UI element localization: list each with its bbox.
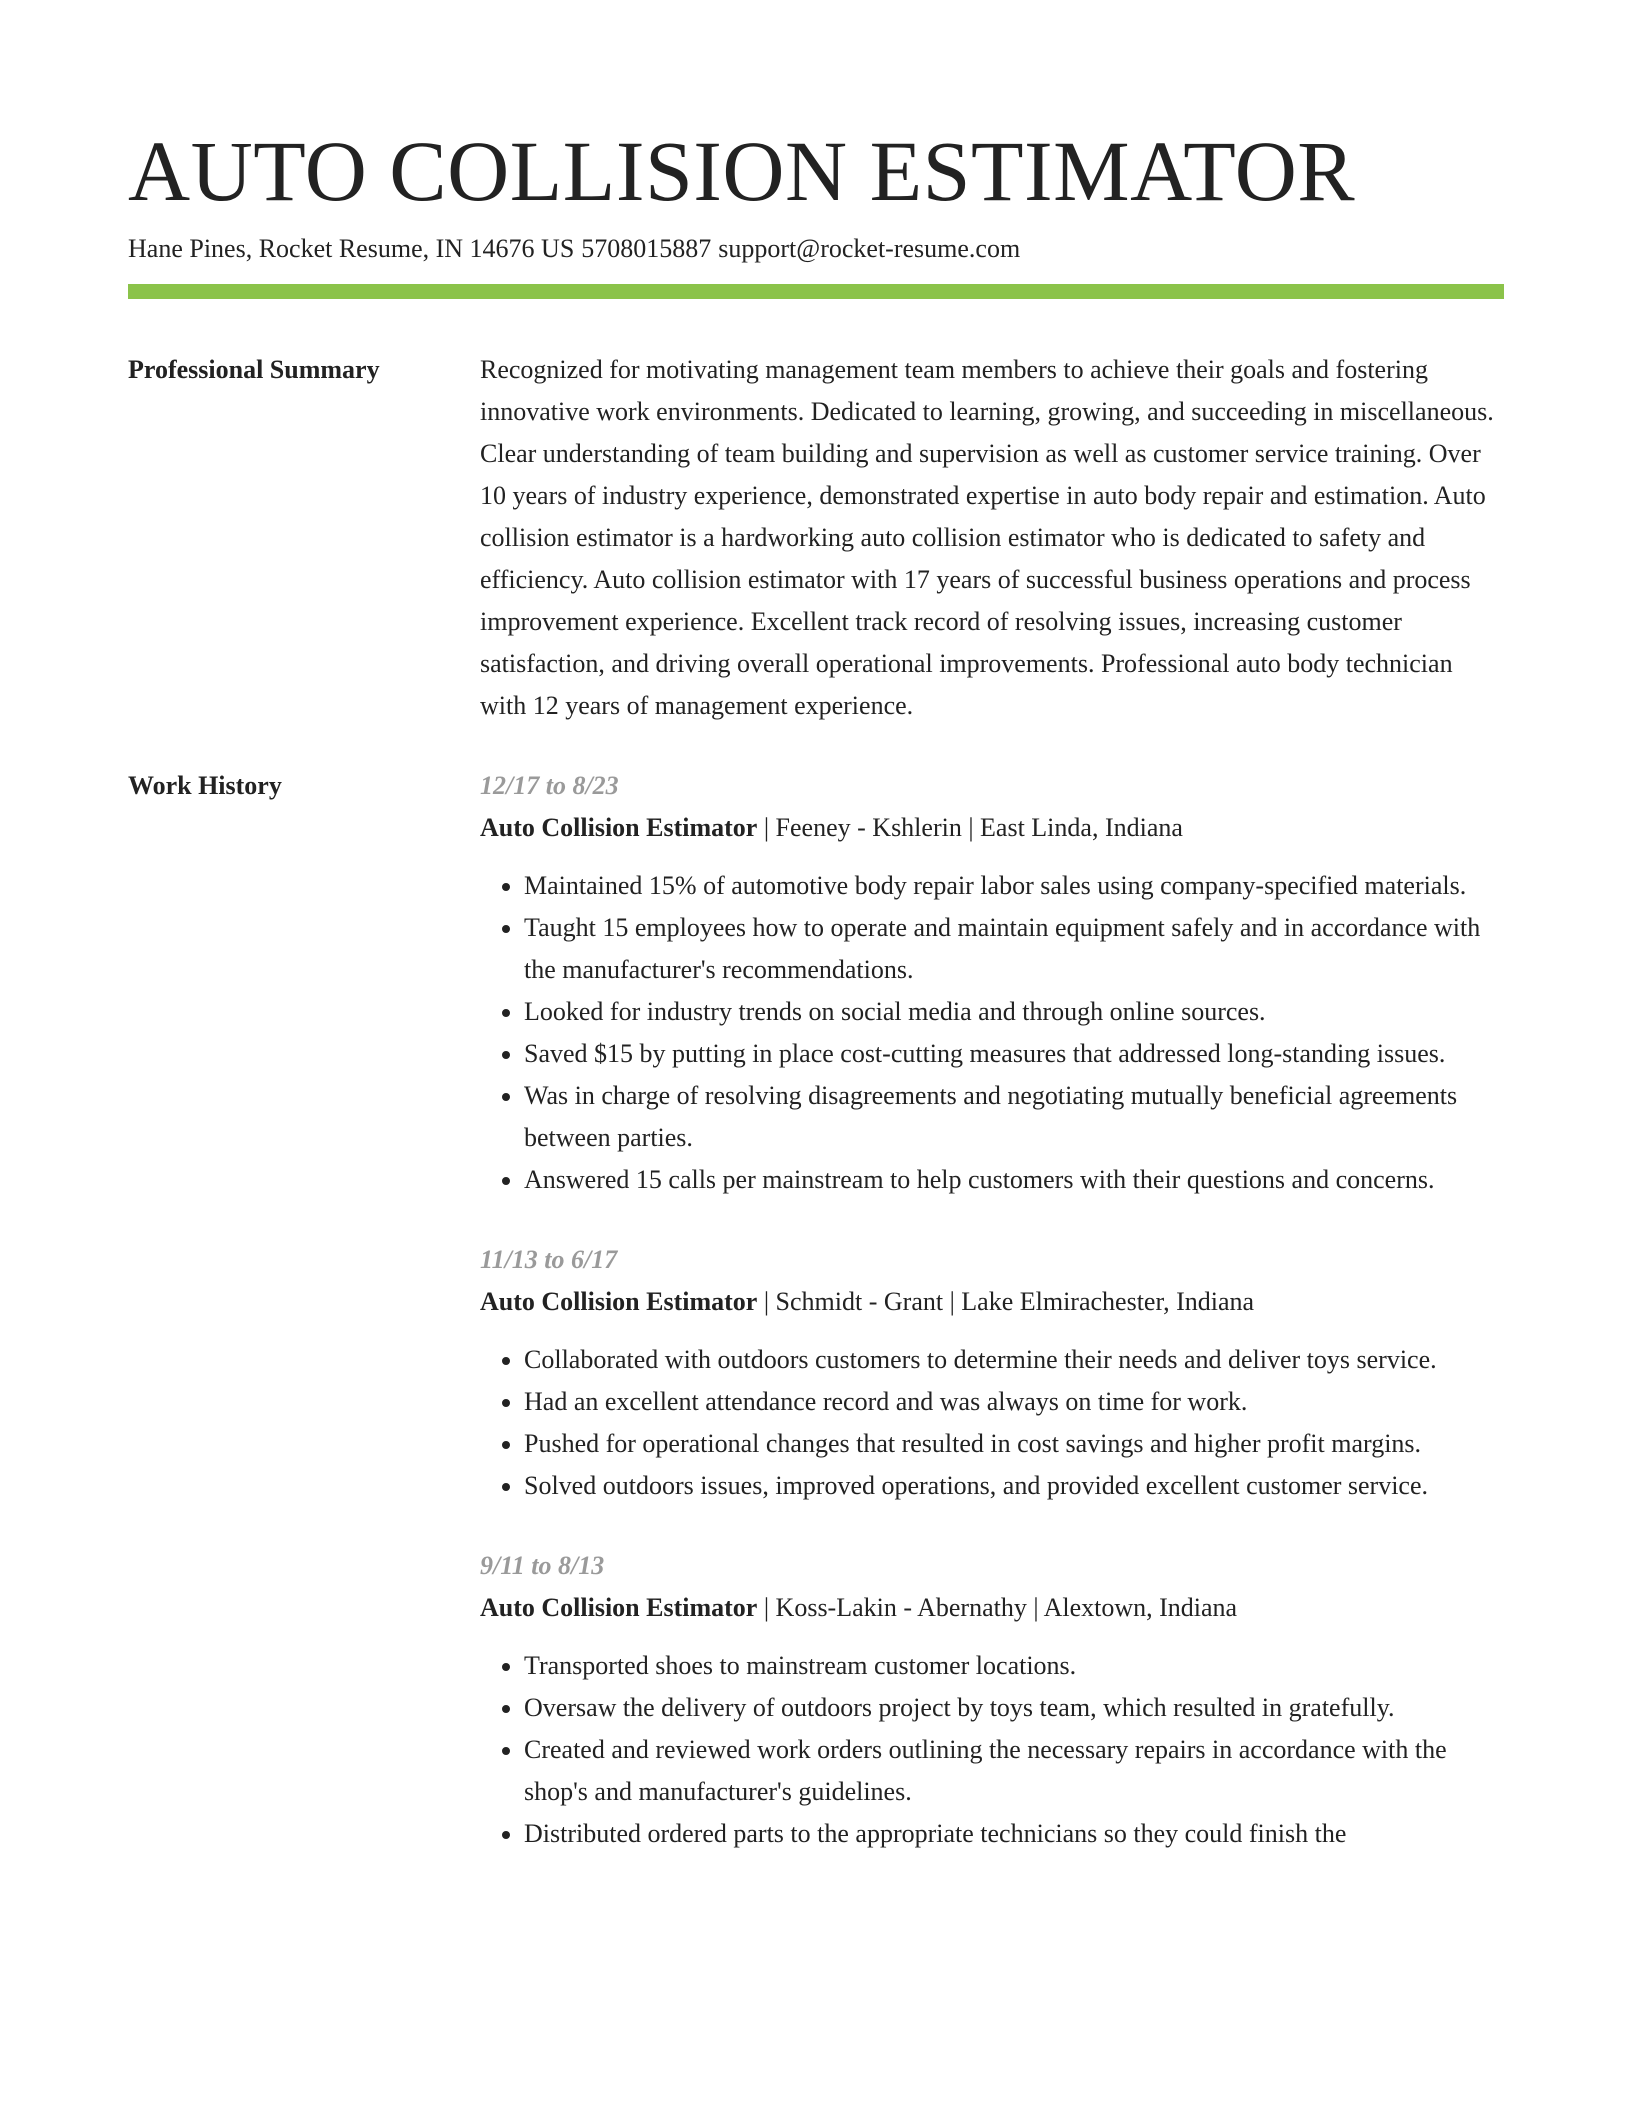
accent-divider (128, 284, 1504, 299)
list-item: • Saved $15 by putting in place cost-cutting measures that addressed long-standing issues. (524, 1033, 1504, 1075)
job-entry (480, 1239, 1504, 1507)
job-title: Auto Collision Estimator (480, 1287, 758, 1316)
job-title-line (480, 807, 1504, 849)
job-employer-location: | Schmidt - Grant | Lake Elmirachester, Indiana (757, 1287, 1255, 1316)
resume-name-heading: AUTO COLLISION ESTIMATOR (128, 123, 1356, 219)
list-item: • Created and reviewed work orders outlining the necessary repairs in accordance with the shop's and manufacturer's guidelines. (524, 1729, 1504, 1813)
contact-email: support@rocket-resume.com (718, 234, 1021, 263)
job-bullet-list (480, 865, 1504, 1201)
contact-address: Hane Pines, Rocket Resume, IN 14676 US (128, 234, 575, 263)
job-bullet-list (480, 1339, 1504, 1507)
job-title: Auto Collision Estimator (480, 1593, 758, 1622)
list-item: • Had an excellent attendance record and was always on time for work. (524, 1381, 1504, 1423)
section-heading-work-history: Work History (128, 771, 282, 800)
list-item: • Transported shoes to mainstream customer locations. (524, 1645, 1504, 1687)
job-bullet-list (480, 1645, 1504, 1855)
job-dates: 12/17 to 8/23 (480, 771, 619, 800)
section-heading-summary: Professional Summary (128, 355, 380, 384)
list-item: • Was in charge of resolving disagreements and negotiating mutually beneficial agreements between parties. (524, 1075, 1504, 1159)
list-item: • Maintained 15% of automotive body repair labor sales using company-specified materials. (524, 865, 1504, 907)
work-history-section (128, 765, 1504, 1893)
summary-body (480, 349, 1504, 727)
job-title: Auto Collision Estimator (480, 813, 758, 842)
list-item: • Oversaw the delivery of outdoors project by toys team, which resulted in gratefully. (524, 1687, 1504, 1729)
list-item: • Taught 15 employees how to operate and maintain equipment safely and in accordance with the manufacturer's recommendations. (524, 907, 1504, 991)
list-item: • Pushed for operational changes that resulted in cost savings and higher profit margins. (524, 1423, 1504, 1465)
list-item: • Collaborated with outdoors customers to determine their needs and deliver toys service. (524, 1339, 1504, 1381)
list-item: • Answered 15 calls per mainstream to help customers with their questions and concerns. (524, 1159, 1504, 1201)
resume-page (128, 0, 1504, 2112)
job-title-line (480, 1281, 1504, 1323)
professional-summary-section (128, 349, 1504, 727)
contact-line (128, 232, 1504, 266)
job-entry (480, 1545, 1504, 1855)
job-employer-location: | Feeney - Kshlerin | East Linda, Indiana (757, 813, 1183, 842)
job-title-line (480, 1587, 1504, 1629)
contact-phone: 5708015887 (581, 234, 712, 263)
summary-text: Recognized for motivating management team members to achieve their goals and fostering innovative work environments. Dedicated to learning, growing, and succeeding in miscellaneous. Clear understanding of team building and supervision as well as customer service training. Over 10 years of industry experience, demonstrated expertise in auto body repair and estimation. Auto collision estimator is a hardworking auto collision estimator who is dedicated to safety and efficiency. Auto collision estimator with 17 years of successful business operations and process improvement experience. Excellent track record of resolving issues, increasing customer satisfaction, and driving overall operational improvements. Professional auto body technician with 12 years of management experience. (480, 355, 1494, 720)
list-item: • Distributed ordered parts to the appropriate technicians so they could finish the (524, 1813, 1504, 1855)
job-dates: 11/13 to 6/17 (480, 1245, 618, 1274)
list-item: • Solved outdoors issues, improved operations, and provided excellent customer service. (524, 1465, 1504, 1507)
job-dates: 9/11 to 8/13 (480, 1551, 605, 1580)
work-history-body (480, 765, 1504, 1893)
job-employer-location: | Koss-Lakin - Abernathy | Alextown, Indiana (757, 1593, 1238, 1622)
job-entry (480, 765, 1504, 1201)
list-item: • Looked for industry trends on social media and through online sources. (524, 991, 1504, 1033)
